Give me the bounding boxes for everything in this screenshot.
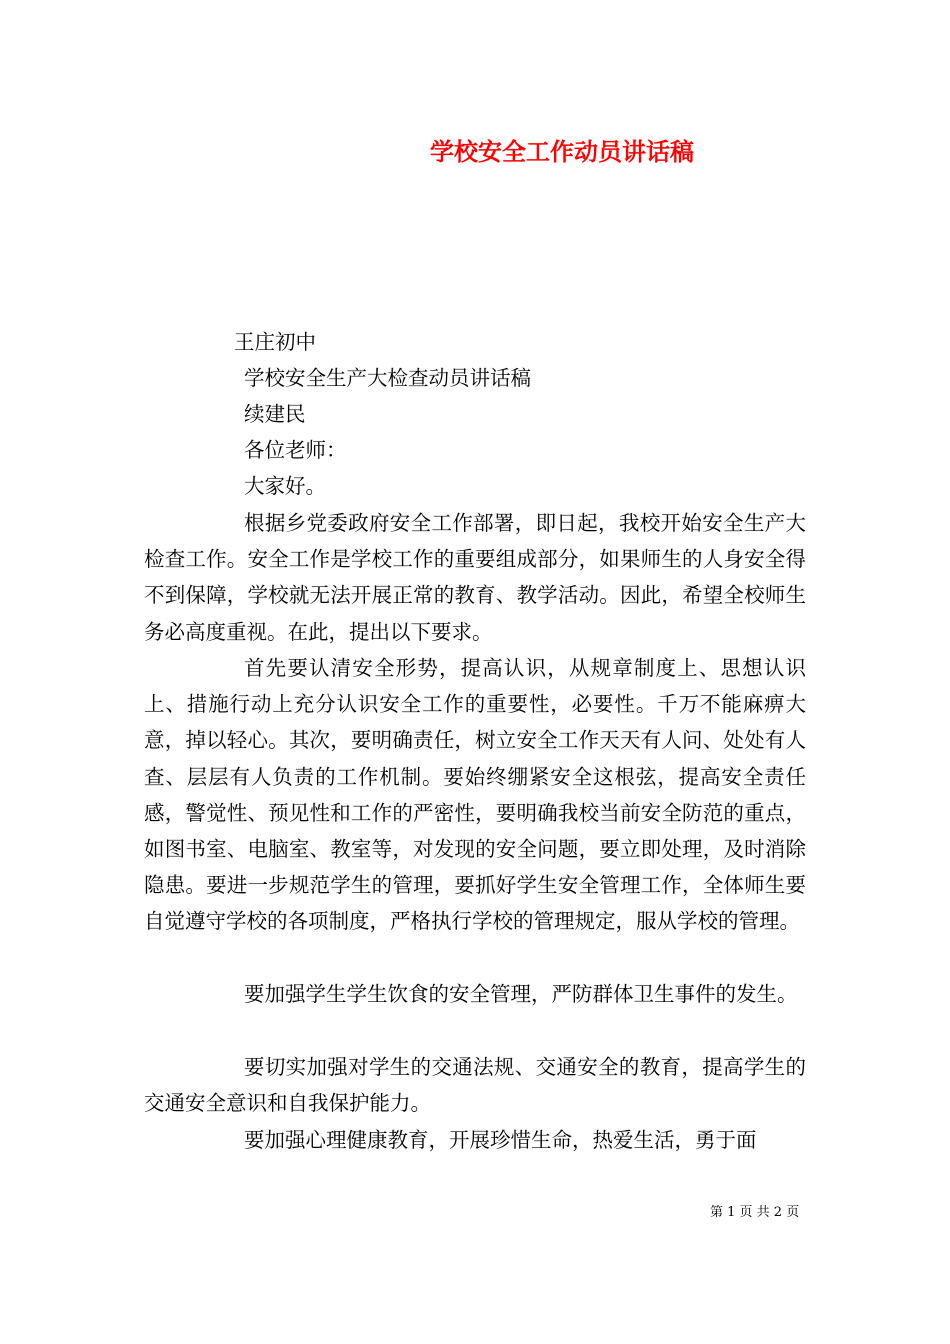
paragraph-traffic-safety: 要切实加强对学生的交通法规、交通安全的教育，提高学生的交通安全意识和自我保护能力。: [144, 1055, 806, 1116]
speaker-name: 续建民: [244, 402, 306, 426]
document-title: 学校安全工作动员讲话稿: [430, 137, 694, 166]
speech-subtitle: 学校安全生产大检查动员讲话稿: [244, 366, 531, 390]
greeting: 大家好。: [244, 474, 326, 498]
paragraph-mental-health: 要加强心理健康教育，开展珍惜生命，热爱生活，勇于面: [244, 1128, 757, 1152]
paragraph-requirements: 首先要认清安全形势，提高认识，从规章制度上、思想认识上、措施行动上充分认识安全工作的重要性，必要性。千万不能麻痹大意，掉以轻心。其次，要明确责任，树立安全工作天天有人问、处处有人查、层层有人负责的工作机制。要始终绷紧安全这根弦，提高安全责任感，警觉性、预见性和工作的严密性，要明确我校当前安全防范的重点，如图书室、电脑室、教室等，对发现的安全问题，要立即处理，及时消除隐患。要进一步规范学生的管理，要抓好学生安全管理工作，全体师生要自觉遵守学校的各项制度，严格执行学校的管理规定，服从学校的管理。: [144, 656, 806, 934]
page-number: 第 1 页 共 2 页: [710, 1205, 800, 1220]
paragraph-intro: 根据乡党委政府安全工作部署，即日起，我校开始安全生产大检查工作。安全工作是学校工作的重要组成部分，如果师生的人身安全得不到保障，学校就无法开展正常的教育、教学活动。因此，希望全校师生务必高度重视。在此，提出以下要求。: [144, 511, 806, 644]
paragraph-food-safety: 要加强学生学生饮食的安全管理，严防群体卫生事件的发生。: [244, 982, 798, 1006]
salutation: 各位老师：: [244, 438, 347, 462]
school-name: 王庄初中: [234, 330, 316, 354]
